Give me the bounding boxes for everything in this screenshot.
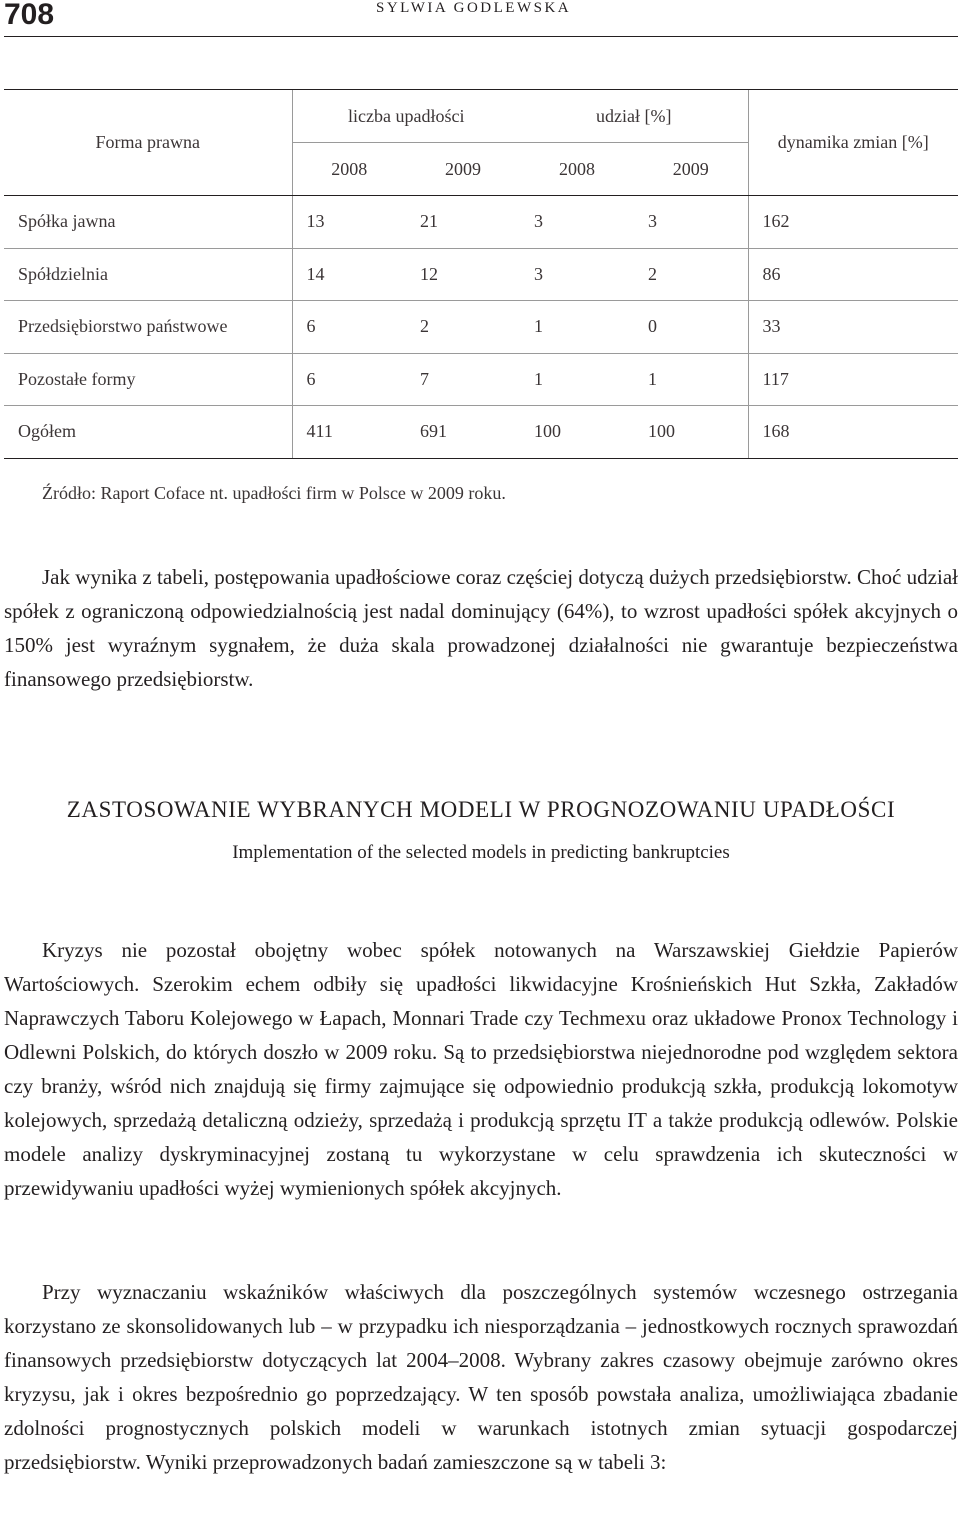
section-subheading: Implementation of the selected models in predicting bankruptcies (232, 842, 730, 863)
cell-form: Przedsiębiorstwo państwowe (4, 301, 292, 354)
cell-form: Spółdzielnia (4, 248, 292, 301)
cell-share-2009: 0 (634, 301, 748, 354)
cell-form: Pozostałe formy (4, 353, 292, 406)
header-year: 2008 (292, 143, 406, 196)
cell-count-2008: 6 (292, 353, 406, 406)
header-form: Forma prawna (4, 90, 292, 196)
cell-count-2009: 12 (406, 248, 520, 301)
header-share: udział [%] (596, 105, 672, 126)
header-year: 2009 (634, 143, 748, 196)
table-row (4, 353, 958, 406)
header-dynamics: dynamika zmian [%] (748, 90, 958, 196)
cell-share-2009: 1 (634, 353, 748, 406)
table-row (4, 301, 958, 354)
cell-share-2008: 1 (520, 353, 634, 406)
header-year: 2009 (406, 143, 520, 196)
cell-count-2009: 2 (406, 301, 520, 354)
cell-form: Spółka jawna (4, 196, 292, 249)
cell-share-2009: 2 (634, 248, 748, 301)
table-source-note: Źródło: Raport Coface nt. upadłości firm w Polsce w 2009 roku. (42, 483, 506, 503)
cell-dynamics: 117 (748, 353, 958, 406)
section-heading: ZASTOSOWANIE WYBRANYCH MODELI W PROGNOZOWANIU UPADŁOŚCI (66, 797, 896, 822)
cell-count-2008: 6 (292, 301, 406, 354)
body-paragraph: Przy wyznaczaniu wskaźników właściwych dla poszczególnych systemów wczesnego ostrzegania korzystano ze skonsolidowanych lub – w przypadku ich niesporządzania – jednostkowych rocznych sprawozdań finansowych przedsiębiorstw dotyczących lat 2004–2008. Wybrany zakres czasowy obejmuje zarówno okres kryzysu, jak i okres bezpośrednio go poprzedzający. W ten sposób powstała analiza, umożliwiająca zbadanie zdolności prognostycznych polskich modeli w warunkach istotnych zmian sytuacji gospodarczej przedsiębiorstw. Wyniki przeprowadzonych badań zamieszczone są w tabeli 3: (4, 1280, 958, 1474)
cell-count-2008: 411 (292, 406, 406, 459)
cell-dynamics: 33 (748, 301, 958, 354)
cell-share-2009: 100 (634, 406, 748, 459)
cell-share-2008: 3 (520, 196, 634, 249)
cell-count-2009: 7 (406, 353, 520, 406)
header-year: 2008 (520, 143, 634, 196)
header-rule (4, 36, 958, 37)
bankruptcy-table (4, 90, 958, 459)
cell-count-2009: 691 (406, 406, 520, 459)
cell-count-2008: 14 (292, 248, 406, 301)
page-number: 708 (4, 0, 55, 31)
cell-count-2009: 21 (406, 196, 520, 249)
cell-dynamics: 86 (748, 248, 958, 301)
table-row (4, 248, 958, 301)
cell-share-2008: 100 (520, 406, 634, 459)
cell-dynamics: 162 (748, 196, 958, 249)
cell-share-2008: 1 (520, 301, 634, 354)
cell-dynamics: 168 (748, 406, 958, 459)
table-row (4, 196, 958, 249)
cell-count-2008: 13 (292, 196, 406, 249)
table-row-total (4, 406, 958, 459)
cell-form: Ogółem (4, 406, 292, 459)
body-paragraph: Jak wynika z tabeli, postępowania upadłościowe coraz częściej dotyczą dużych przedsiębiorstw. Choć udział spółek z ograniczoną odpowiedzialnością jest nadal dominujący (64%), to wzrost upadłości spółek akcyjnych o 150% jest wyraźnym sygnałem, że duża skala prowadzonej działalności nie gwarantuje bezpieczeństwa finansowego przedsiębiorstw. (4, 565, 958, 691)
body-paragraph: Kryzys nie pozostał obojętny wobec spółek notowanych na Warszawskiej Giełdzie Papierów Wartościowych. Szerokim echem odbiły się upadłości likwidacyjne Krośnieńskich Hut Szkła, Zakładów Naprawczych Taboru Kolejowego w Łapach, Monnari Trade czy Techmexu oraz układowe Pronox Technology i Odlewni Polskich, do których doszło w 2009 roku. Są to przedsiębiorstwa niejednorodne pod względem sektora czy branży, wśród nich znajdują się firmy zajmujące się odpowiednio produkcją szkła, produkcją lokomotyw kolejowych, sprzedażą detaliczną odzieży, sprzedażą i produkcją sprzętu IT a także produkcją odlewów. Polskie modele analizy dyskryminacyjnej zostaną tu wykorzystane w celu sprawdzenia ich skuteczności w przewidywaniu upadłości wyżej wymienionych spółek akcyjnych. (4, 938, 958, 1200)
running-head-author: SYLWIA GODLEWSKA (376, 0, 572, 16)
header-count: liczba upadłości (348, 105, 465, 126)
cell-share-2008: 3 (520, 248, 634, 301)
cell-share-2009: 3 (634, 196, 748, 249)
